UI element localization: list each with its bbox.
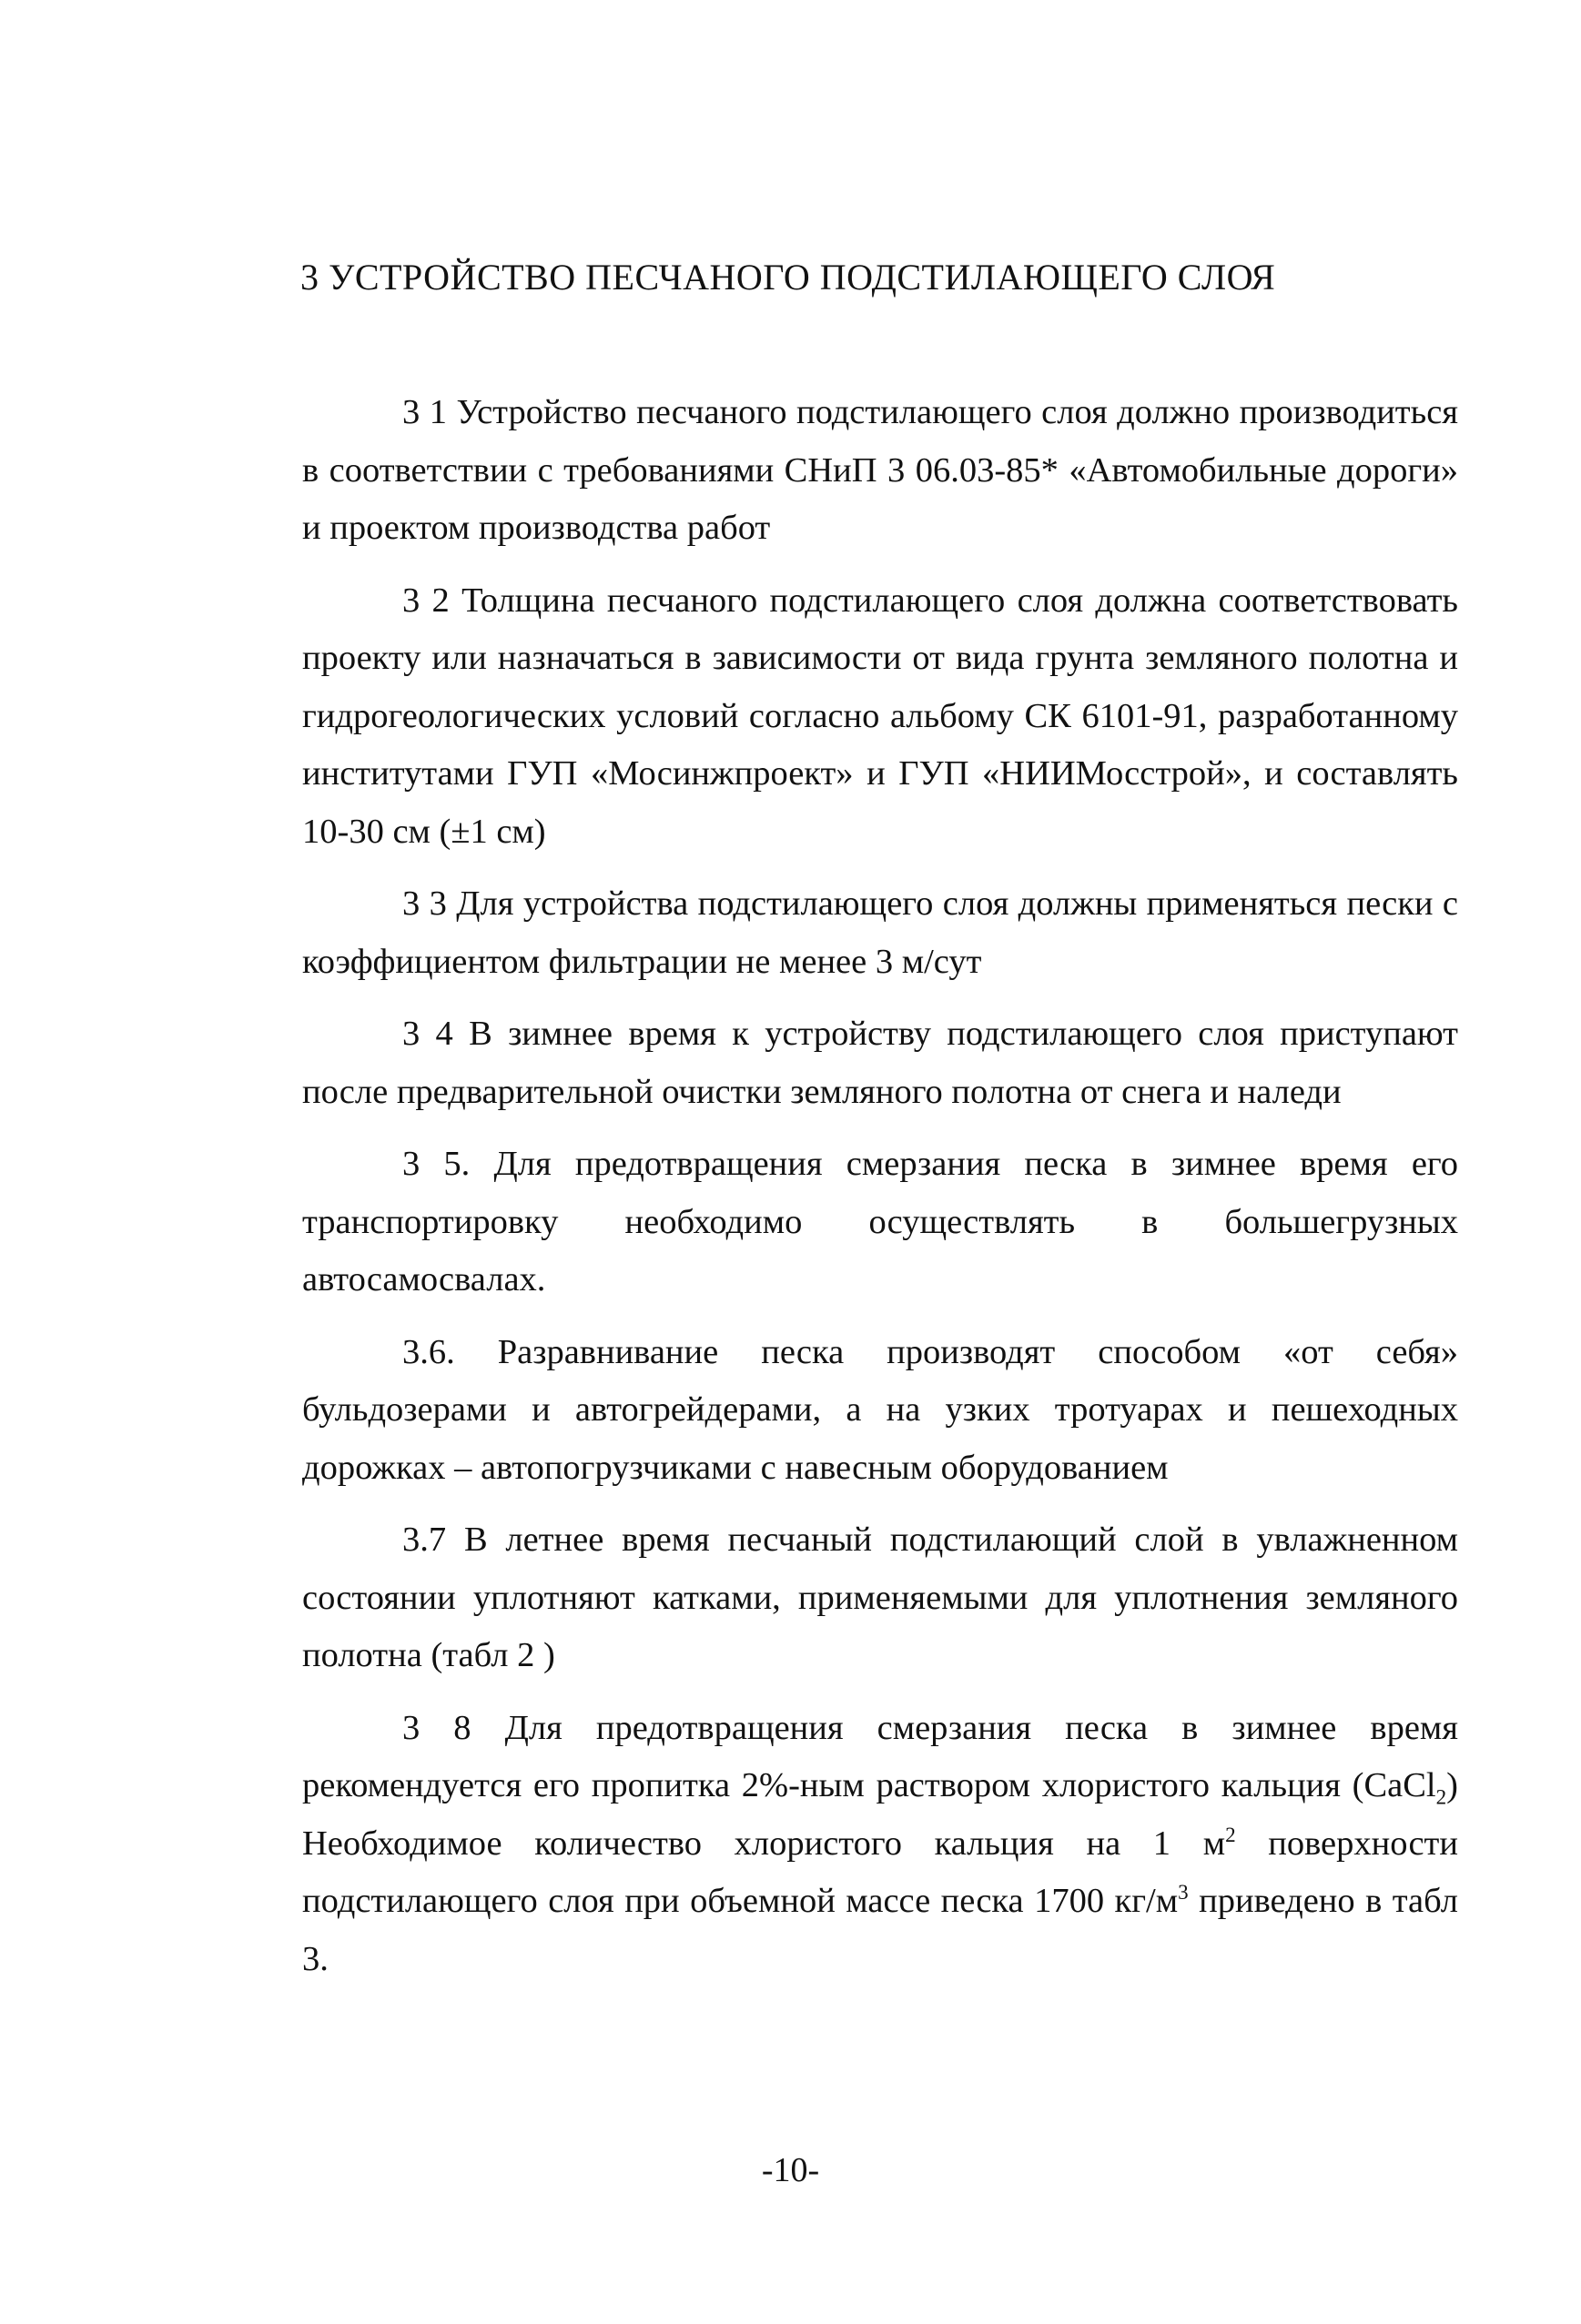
- section-body: [302, 384, 1458, 1988]
- paragraph-3-2: 3 2 Толщина песчаного подстилающего слоя должна соответствовать проекту или назначаться в зависимости от вида грунта земляного полотна и гидрогеологических условий согласно альбому СК 6101-91, разработанному институтами ГУП «Мосинжпроект» и ГУП «НИИМосстрой», и составлять 10-30 см (±1 см): [302, 581, 1458, 851]
- paragraph-3-4: 3 4 В зимнее время к устройству подстилающего слоя приступают после предварительной очистки земляного полотна от снега и наледи: [302, 1015, 1458, 1111]
- section-heading: 3 УСТРОЙСТВО ПЕСЧАНОГО ПОДСТИЛАЮЩЕГО СЛОЯ: [300, 257, 1276, 298]
- paragraph-3-8-part1: 3 8 Для предотвращения смерзания песка в зимнее время рекомендуется его пропитка 2%-ным раствором хлористого кальция (CaCl: [302, 1708, 1458, 1804]
- paragraph-3-1: 3 1 Устройство песчаного подстилающего слоя должно производиться в соответствии с требованиями СНиП 3 06.03-85* «Автомобильные дороги» и проектом производства работ: [302, 393, 1458, 547]
- page-number: -10-: [761, 2151, 820, 2189]
- paragraph-3-5: 3 5. Для предотвращения смерзания песка в зимнее время его транспортировку необходимо осуществлять в большегрузных автосамосвалах.: [302, 1145, 1458, 1298]
- paragraph-3-8-part4: приведено в табл 3.: [302, 1882, 1458, 1978]
- paragraph-3-7: 3.7 В летнее время песчаный подстилающий слой в увлажненном состоянии уплотняют катками, применяемыми для уплотнения земляного полотна (табл 2 ): [302, 1521, 1458, 1674]
- paragraph-3-3: 3 3 Для устройства подстилающего слоя должны применяться пески с коэффициентом фильтрации не менее 3 м/сут: [302, 884, 1458, 981]
- superscript-3: 3: [1178, 1880, 1189, 1905]
- paragraph-3-6: 3.6. Разравнивание песка производят способом «от себя» бульдозерами и автогрейдерами, а на узких тротуарах и пешеходных дорожках – автопогрузчиками с навесным оборудованием: [302, 1332, 1458, 1487]
- superscript-2: 2: [1225, 1822, 1236, 1846]
- paragraph-3-8: [302, 1700, 1458, 1989]
- subscript-2: 2: [1435, 1784, 1447, 1809]
- paragraph-3-8-part3: поверхности подстилающего слоя при объемной массе песка 1700 кг/м: [302, 1824, 1458, 1920]
- paragraph-3-8-part2: ) Необходимое количество хлористого кальция на 1 м: [302, 1766, 1458, 1863]
